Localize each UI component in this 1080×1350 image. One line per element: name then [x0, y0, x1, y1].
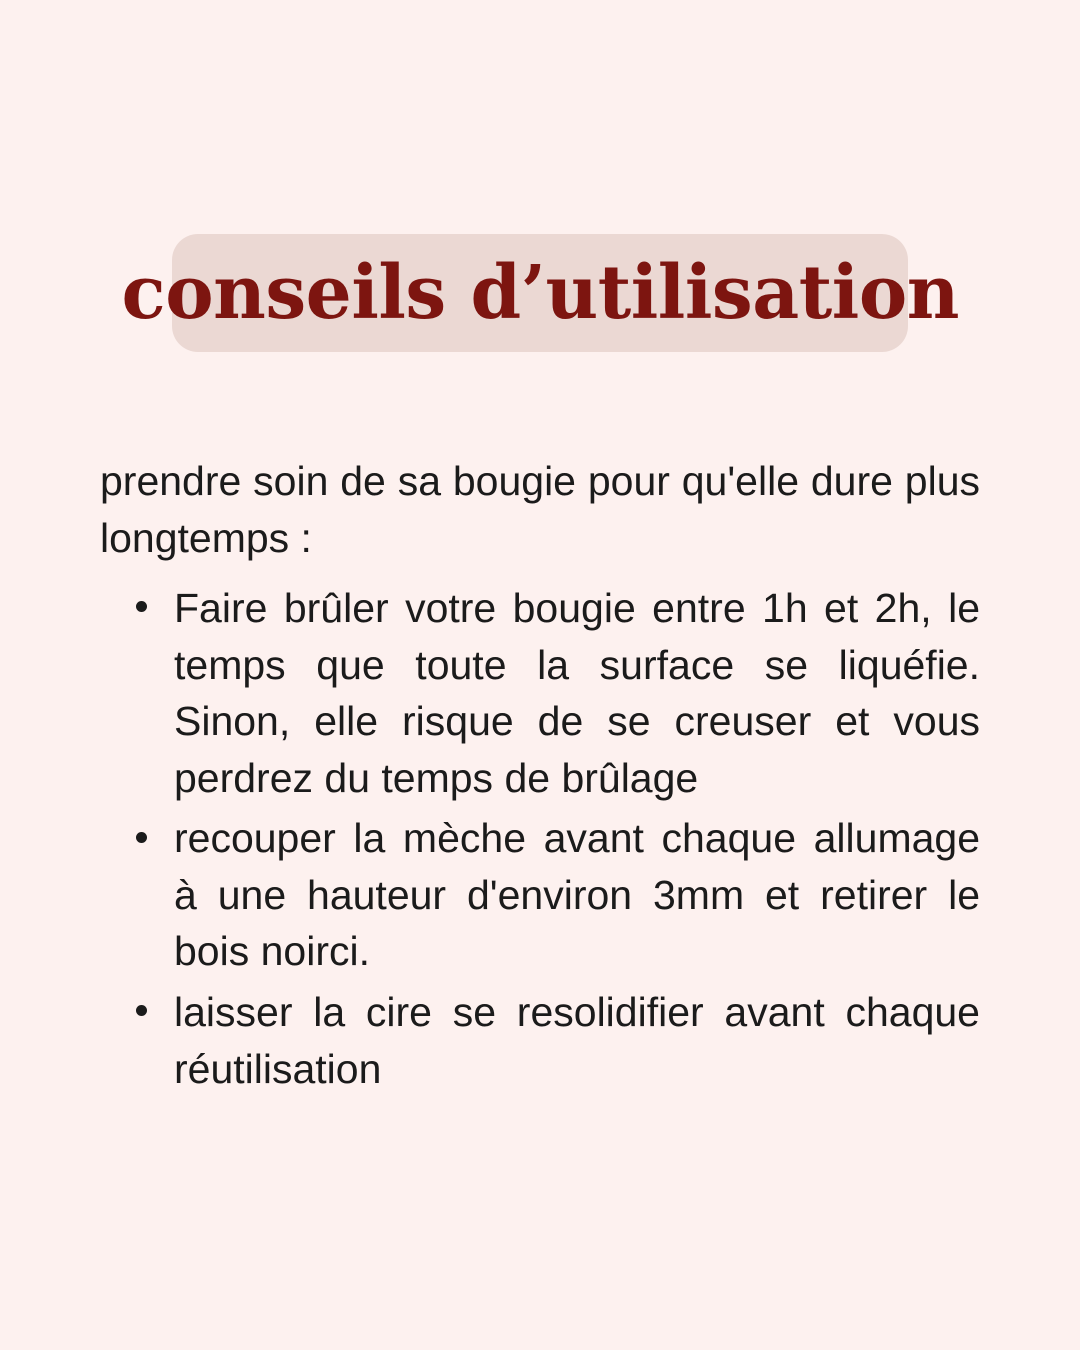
- list-item-text: Faire brûler votre bougie entre 1h et 2h, le temps que toute la surface se liquéfie. Sinon, elle risque de se creuser et vous perdrez du temps de brûlage: [174, 585, 980, 801]
- list-item: [100, 810, 980, 980]
- title-banner: [121, 234, 959, 352]
- page-title: conseils d’utilisation: [121, 250, 959, 336]
- list-item-text: recouper la mèche avant chaque allumage à une hauteur d'environ 3mm et retirer le bois noirci.: [174, 815, 980, 975]
- title-pill: [121, 234, 959, 352]
- intro-paragraph: prendre soin de sa bougie pour qu'elle dure plus longtemps :: [100, 458, 980, 561]
- list-item-text: laisser la cire se resolidifier avant chaque réutilisation: [174, 989, 980, 1092]
- bullet-icon: [136, 1005, 147, 1016]
- bullet-icon: [136, 832, 147, 843]
- tips-list: [100, 580, 980, 1101]
- list-item: [100, 984, 980, 1097]
- bullet-icon: [136, 601, 147, 612]
- list-item: [100, 580, 980, 806]
